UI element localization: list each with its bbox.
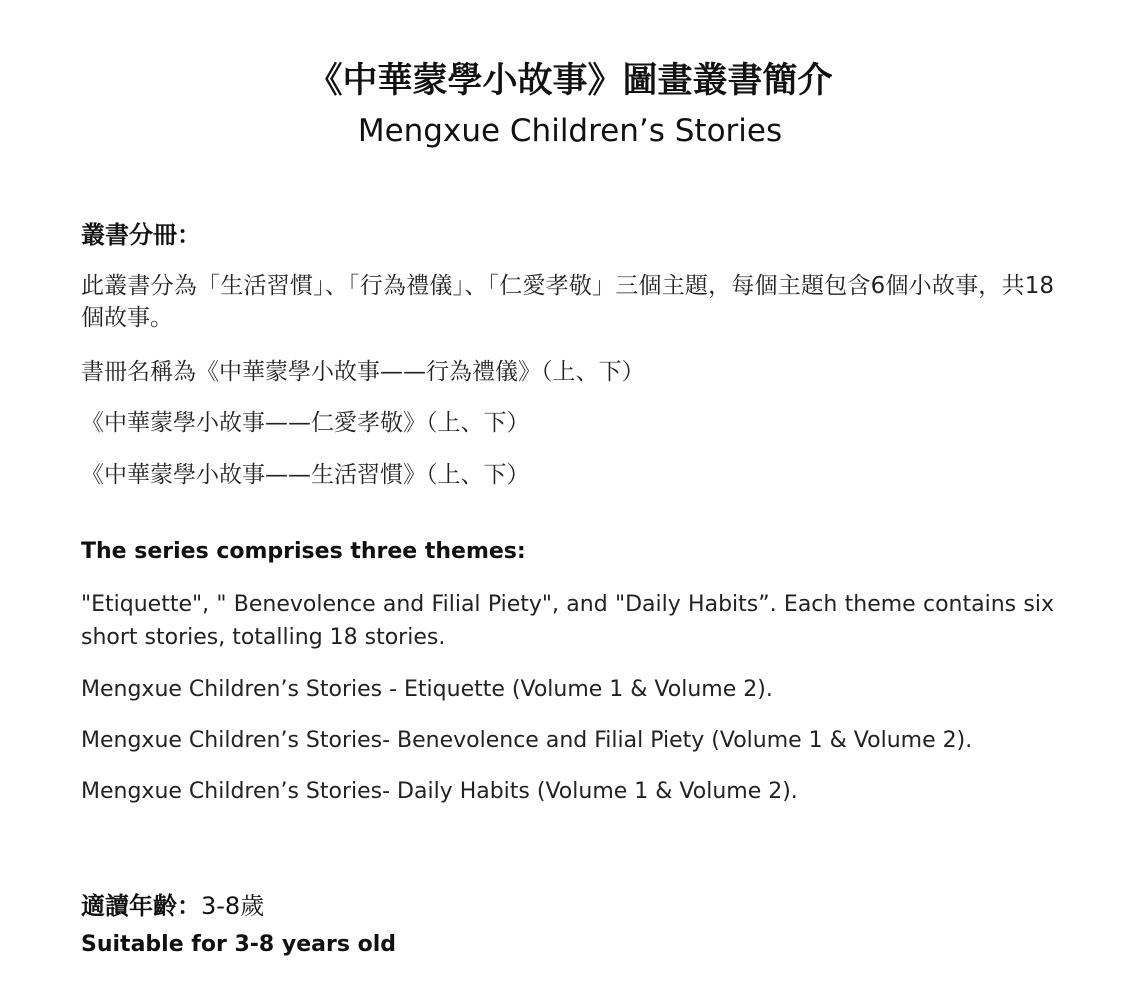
volume-title-benevolence-english: Mengxue Children’s Stories- Benevolence and Filial Piety (Volume 1 & Volume 2).	[81, 728, 973, 753]
volume-title-daily-habits-english: Mengxue Children’s Stories- Daily Habits (Volume 1 & Volume 2).	[81, 779, 798, 804]
reading-age-label: 適讀年齡：	[81, 892, 201, 920]
series-themes-heading: The series comprises three themes:	[81, 539, 526, 564]
reading-age-chinese	[81, 889, 1054, 923]
page-title-chinese: 《中華蒙學小故事》圖畫叢書簡介	[307, 61, 833, 101]
series-volumes-heading: 叢書分冊：	[81, 221, 201, 249]
volume-title-benevolence-chinese: 《中華蒙學小故事——仁愛孝敬》（上、下）	[81, 410, 530, 436]
page-title-english: Mengxue Children’s Stories	[357, 113, 783, 149]
volume-title-etiquette-english: Mengxue Children’s Stories - Etiquette (Volume 1 & Volume 2).	[81, 677, 773, 702]
series-description-english: "Etiquette", " Benevolence and Filial Piety", and "Daily Habits”. Each theme contains six short stories, totalling 18 stories.	[81, 592, 1054, 650]
volume-title-daily-habits-chinese: 《中華蒙學小故事——生活習慣》（上、下）	[81, 462, 530, 488]
reading-age-english: Suitable for 3-8 years old	[81, 932, 396, 957]
volume-title-etiquette-chinese: 書冊名稱為《中華蒙學小故事——行為禮儀》（上、下）	[81, 359, 645, 385]
reading-age-value: 3-8歲	[201, 892, 265, 920]
series-description-chinese: 此叢書分為「生活習慣」、「行為禮儀」、「仁愛孝敬」三個主題，每個主題包含6個小故事，共18個故事。	[81, 273, 1054, 331]
